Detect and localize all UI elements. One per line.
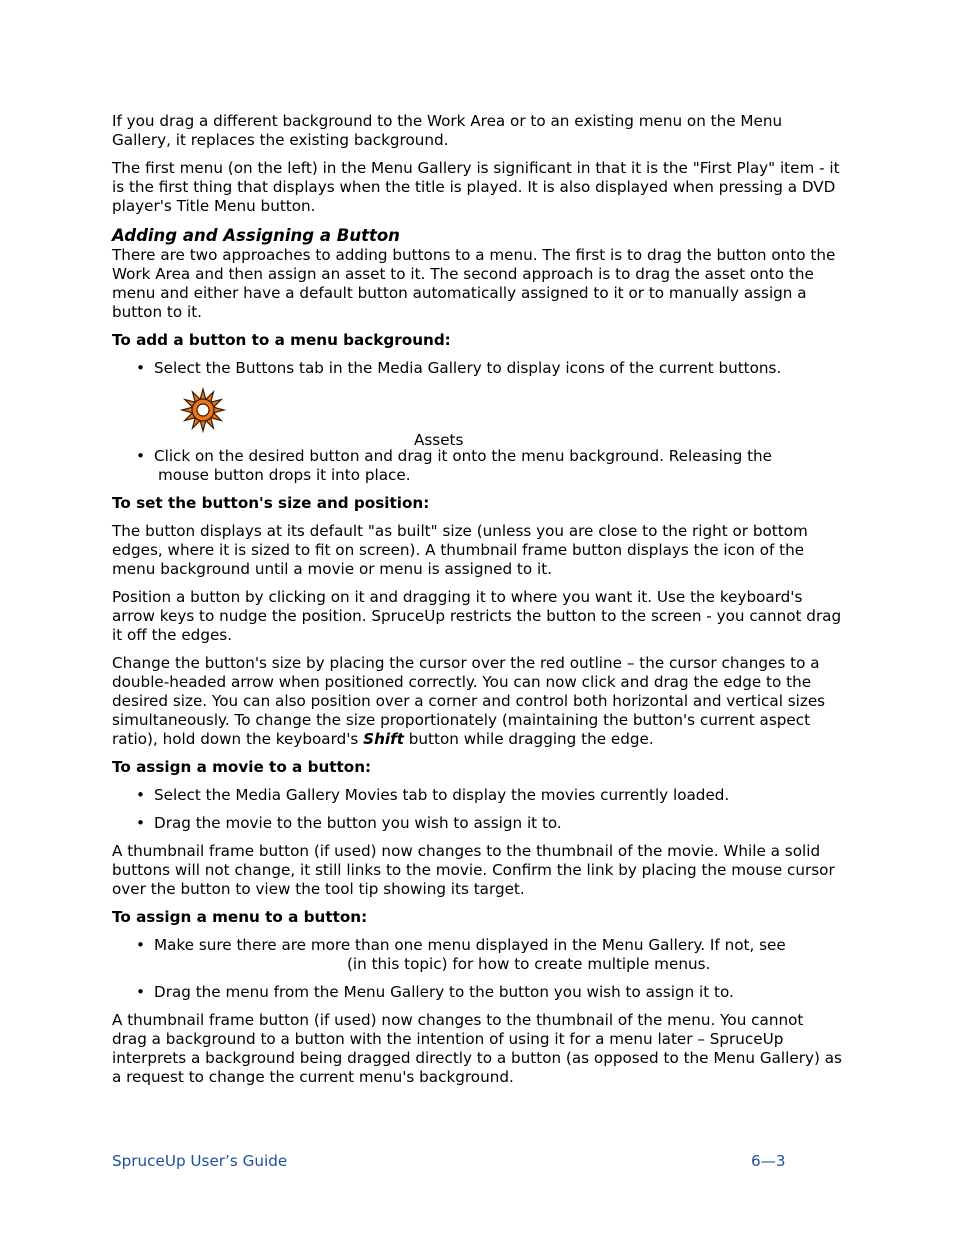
paragraph-approaches: There are two approaches to adding buttons to a menu. The first is to drag the button onto the Work Area and then assign an asset to it. The second approach is to drag the asset onto the menu and either have a default button automatically assigned to it or to manually assign a button to it. — [112, 246, 836, 321]
figure-caption: Assets — [414, 431, 464, 449]
list-item: • Drag the menu from the Menu Gallery to the button you wish to assign it to. — [112, 983, 842, 1002]
footer-guide-title: SpruceUp User’s Guide — [112, 1152, 288, 1170]
list-item-line: Make sure there are more than one menu displayed in the Menu Gallery. If not, see — [154, 936, 786, 954]
procedure-heading-size-position: To set the button's size and position: — [112, 494, 430, 512]
list-item — [112, 936, 842, 974]
bullet-list-drag-button — [112, 447, 842, 485]
list-item: • Select the Media Gallery Movies tab to display the movies currently loaded. — [112, 786, 842, 805]
list-item — [112, 447, 842, 485]
list-item-line: mouse button drops it into place. — [158, 466, 411, 484]
paragraph-position-button: Position a button by clicking on it and dragging it to where you want it. Use the keyboard's arrow keys to nudge the position. SpruceUp restricts the button to the screen - you cannot drag it off the edges. — [112, 588, 842, 644]
asset-figure — [112, 387, 842, 447]
procedure-heading-assign-movie: To assign a movie to a button: — [112, 758, 372, 776]
paragraph-change-size — [112, 654, 842, 749]
bullet-list-assign-movie — [112, 786, 842, 833]
paragraph-background-replace: If you drag a different background to the Work Area or to an existing menu on the Menu Gallery, it replaces the existing background. — [112, 112, 783, 149]
procedure-heading-add-button: To add a button to a menu background: — [112, 331, 451, 349]
paragraph-menu-thumbnail: A thumbnail frame button (if used) now changes to the thumbnail of the menu. You cannot drag a background to a button with the intention of using it for a menu later – SpruceUp interprets a background being dragged directly to a button (as opposed to the Menu Gallery) as a request to change the current menu's background. — [112, 1011, 842, 1086]
list-item-line: (in this topic) for how to create multiple menus. — [347, 955, 711, 973]
text-run: Change the button's size by placing the cursor over the red outline – the cursor changes to a double-headed arrow when positioned correctly. You can now click and drag the edge to the desired size. You can also position over a corner and control both horizontal and vertical sizes simultaneously. To change the size proportionately (maintaining the button's current aspect ratio), hold down the keyboard's — [112, 654, 826, 748]
bullet-list-add-button — [112, 359, 842, 378]
text-run: button while dragging the edge. — [403, 730, 654, 748]
bullet-list-assign-menu — [112, 936, 842, 1002]
paragraph-default-size: The button displays at its default "as built" size (unless you are close to the right or bottom edges, where it is sized to fit on screen). A thumbnail frame button displays the icon of the menu background until a movie or menu is assigned to it. — [112, 522, 808, 578]
sun-icon — [178, 387, 228, 433]
list-item-line: Click on the desired button and drag it onto the menu background. Releasing the — [154, 447, 773, 465]
page-content — [112, 112, 842, 1096]
footer-page-number: 6—3 — [751, 1152, 786, 1170]
procedure-heading-assign-menu: To assign a menu to a button: — [112, 908, 368, 926]
list-item: • Select the Buttons tab in the Media Gallery to display icons of the current buttons. — [112, 359, 842, 378]
paragraph-movie-thumbnail: A thumbnail frame button (if used) now changes to the thumbnail of the movie. While a solid buttons will not change, it still links to the movie. Confirm the link by placing the mouse cursor over the button to view the tool tip showing its target. — [112, 842, 835, 898]
list-item: • Drag the movie to the button you wish to assign it to. — [112, 814, 842, 833]
paragraph-first-play: The first menu (on the left) in the Menu Gallery is significant in that it is the "First Play" item - it is the first thing that displays when the title is played. It is also displayed when pressing a DVD player's Title Menu button. — [112, 159, 840, 215]
section-heading: Adding and Assigning a Button — [112, 226, 400, 245]
shift-key-label: Shift — [363, 730, 404, 748]
